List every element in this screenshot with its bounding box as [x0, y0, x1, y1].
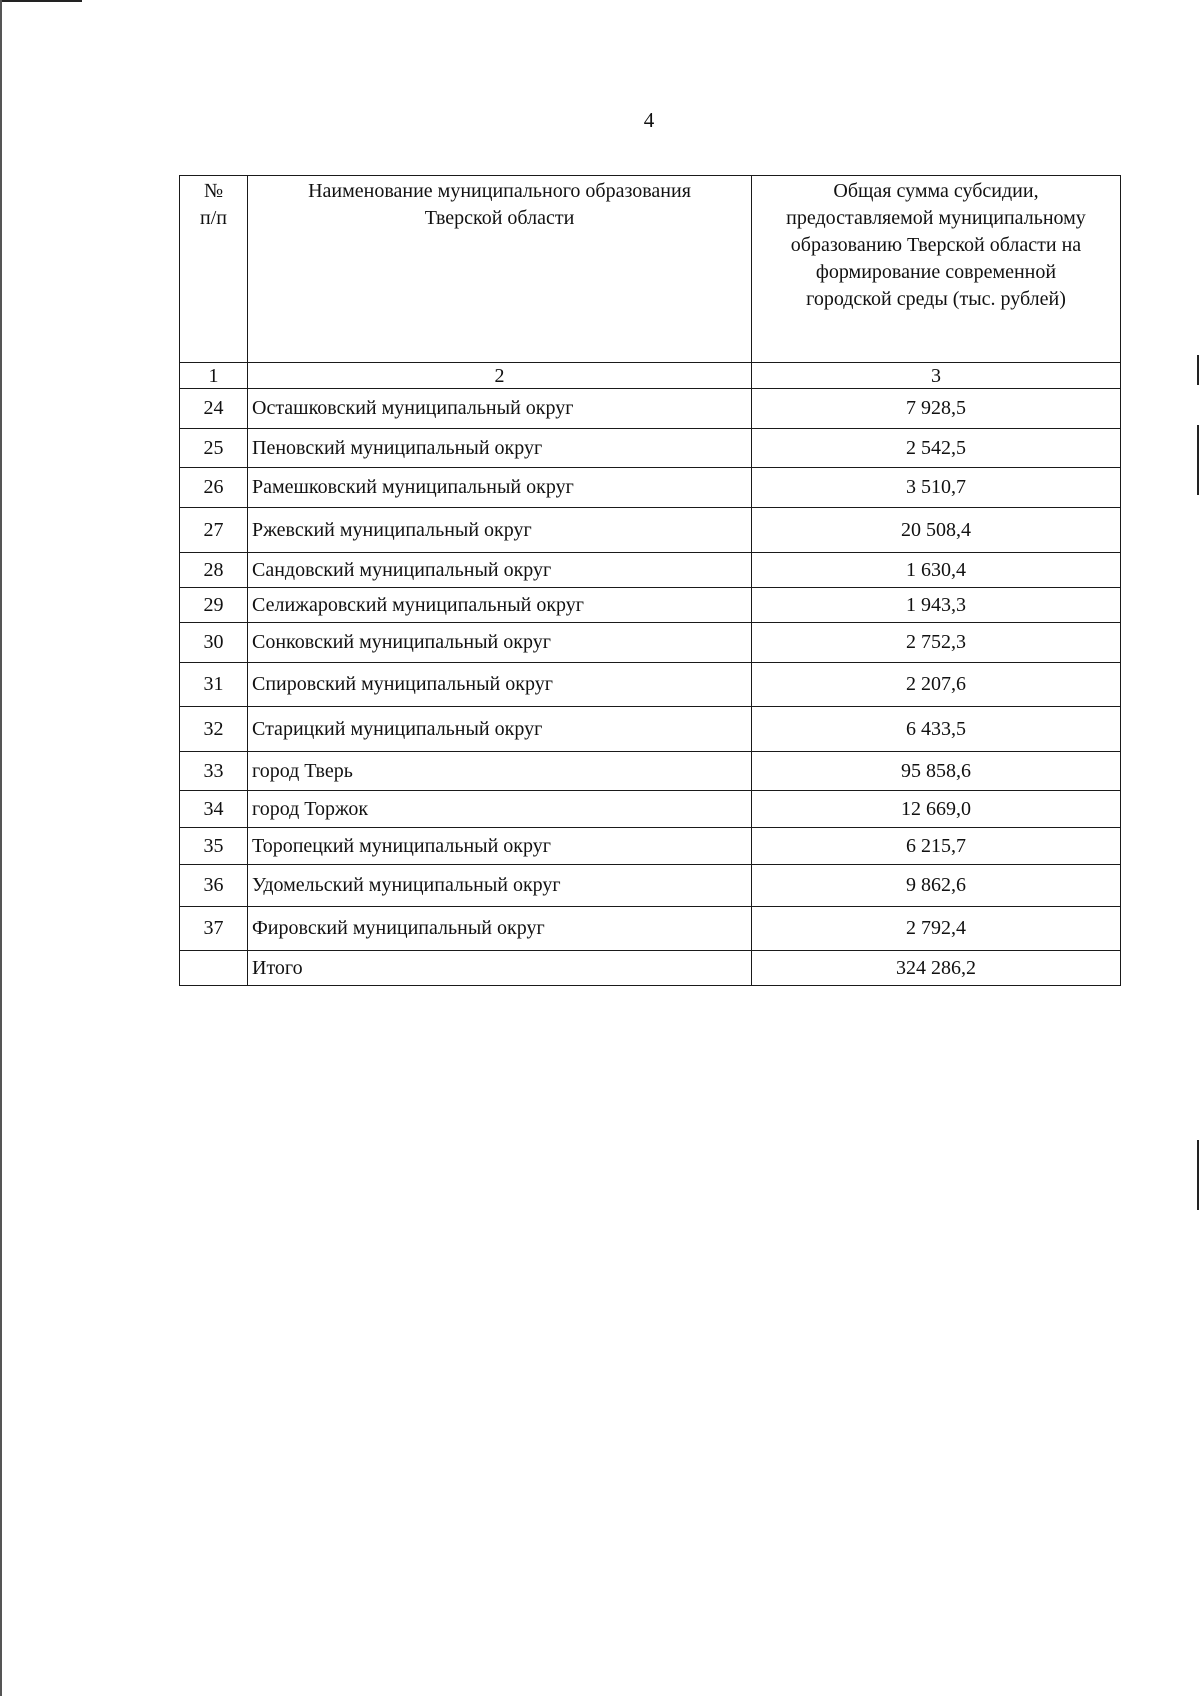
column-number-row	[180, 363, 1121, 389]
row-amount: 2 752,3	[752, 623, 1121, 663]
table-row	[180, 707, 1121, 752]
row-number: 37	[180, 907, 248, 951]
row-amount: 6 215,7	[752, 828, 1121, 865]
row-name: Сонковский муниципальный округ	[248, 623, 752, 663]
row-amount: 1 630,4	[752, 553, 1121, 588]
column-number-3: 3	[752, 363, 1121, 389]
header-number: № п/п	[180, 176, 248, 363]
row-name: Рамешковский муниципальный округ	[248, 468, 752, 508]
row-name: Старицкий муниципальный округ	[248, 707, 752, 752]
row-amount: 20 508,4	[752, 508, 1121, 553]
header-name: Наименование муниципального образования Тверской области	[248, 176, 752, 363]
row-number: 28	[180, 553, 248, 588]
row-number: 25	[180, 429, 248, 468]
table-row	[180, 508, 1121, 553]
row-number: 33	[180, 752, 248, 791]
row-amount: 2 207,6	[752, 663, 1121, 707]
row-name: Ржевский муниципальный округ	[248, 508, 752, 553]
table-row	[180, 429, 1121, 468]
row-name: Фировский муниципальный округ	[248, 907, 752, 951]
total-row	[180, 951, 1121, 986]
table-row	[180, 865, 1121, 907]
row-number: 36	[180, 865, 248, 907]
table-row	[180, 588, 1121, 623]
table-row	[180, 553, 1121, 588]
table-row	[180, 828, 1121, 865]
table-row	[180, 791, 1121, 828]
row-name: Спировский муниципальный округ	[248, 663, 752, 707]
table-row	[180, 389, 1121, 429]
row-amount: 95 858,6	[752, 752, 1121, 791]
row-amount: 6 433,5	[752, 707, 1121, 752]
scan-mark-right-1	[1197, 355, 1199, 385]
row-name: Удомельский муниципальный округ	[248, 865, 752, 907]
total-number	[180, 951, 248, 986]
row-number: 31	[180, 663, 248, 707]
row-name: Селижаровский муниципальный округ	[248, 588, 752, 623]
row-amount: 7 928,5	[752, 389, 1121, 429]
subsidy-table	[179, 175, 1121, 986]
column-number-2: 2	[248, 363, 752, 389]
row-number: 27	[180, 508, 248, 553]
table-row	[180, 907, 1121, 951]
scan-line-top-left	[0, 0, 82, 2]
row-number: 35	[180, 828, 248, 865]
scan-mark-right-2	[1197, 425, 1199, 495]
row-number: 32	[180, 707, 248, 752]
table-row	[180, 623, 1121, 663]
page-number: 4	[643, 108, 655, 132]
row-name: Пеновский муниципальный округ	[248, 429, 752, 468]
scan-mark-right-3	[1197, 1140, 1199, 1210]
table-row	[180, 663, 1121, 707]
total-amount: 324 286,2	[752, 951, 1121, 986]
row-number: 30	[180, 623, 248, 663]
table-row	[180, 468, 1121, 508]
row-number: 34	[180, 791, 248, 828]
row-amount: 2 542,5	[752, 429, 1121, 468]
scan-line-left-edge	[0, 0, 2, 1696]
header-amount: Общая сумма субсидии, предоставляемой муниципальному образованию Тверской области на формирование современной городской среды (тыс. рублей)	[752, 176, 1121, 363]
row-amount: 9 862,6	[752, 865, 1121, 907]
row-number: 26	[180, 468, 248, 508]
row-name: Сандовский муниципальный округ	[248, 553, 752, 588]
row-number: 24	[180, 389, 248, 429]
row-name: Торопецкий муниципальный округ	[248, 828, 752, 865]
total-label: Итого	[248, 951, 752, 986]
table-header-row	[180, 176, 1121, 363]
table-row	[180, 752, 1121, 791]
row-name: Осташковский муниципальный округ	[248, 389, 752, 429]
row-amount: 1 943,3	[752, 588, 1121, 623]
column-number-1: 1	[180, 363, 248, 389]
row-name: город Торжок	[248, 791, 752, 828]
row-amount: 12 669,0	[752, 791, 1121, 828]
row-amount: 3 510,7	[752, 468, 1121, 508]
row-amount: 2 792,4	[752, 907, 1121, 951]
row-number: 29	[180, 588, 248, 623]
row-name: город Тверь	[248, 752, 752, 791]
